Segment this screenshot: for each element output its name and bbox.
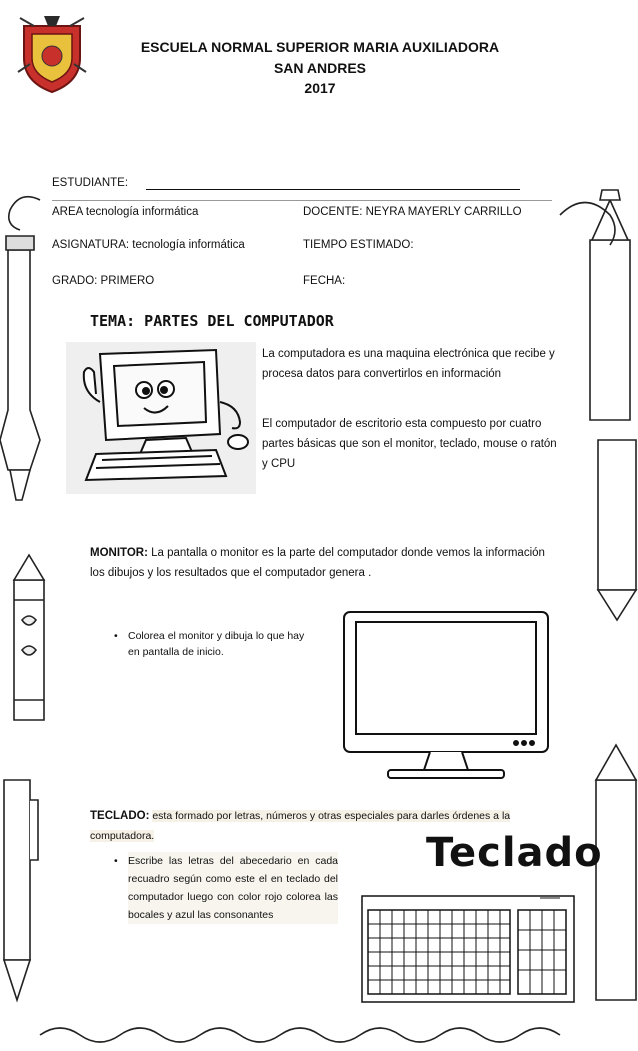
estudiante-field[interactable] <box>146 189 520 190</box>
grado-label: GRADO: PRIMERO <box>52 275 155 287</box>
tiempo-label: TIEMPO ESTIMADO: <box>303 239 414 251</box>
monitor-section-text <box>90 543 560 583</box>
monitor-drawing <box>340 608 552 782</box>
keyboard-drawing <box>360 886 576 1008</box>
teclado-label: TECLADO: <box>90 810 150 822</box>
fecha-label: FECHA: <box>303 275 346 287</box>
monitor-bullet: • Colorea el monitor y dibuja lo que hay en pantalla de inicio. <box>128 628 308 660</box>
intro-paragraph-2: El computador de escritorio esta compuesto por cuatro partes básicas que son el monitor, teclado, mouse o ratón y CPU <box>262 418 557 470</box>
left-pen-icon <box>0 250 40 470</box>
school-year: 2017 <box>304 80 336 96</box>
school-location: SAN ANDRES <box>273 60 367 76</box>
area-label: AREA tecnología informática <box>52 206 199 218</box>
intro-paragraph-1: La computadora es una maquina electrónica que recibe y procesa datos para convertirlos en información <box>262 348 555 380</box>
asignatura-label: ASIGNATURA: tecnología informática <box>52 239 245 251</box>
monitor-label: MONITOR: <box>90 547 148 559</box>
teclado-description: esta formado por letras, números y otras especiales para darles órdenes a la computadora. <box>90 810 511 842</box>
teclado-bullet: • Escribe las letras del abecedario en cada recuadro según como este el en teclado del computador luego con color rojo colorea las bocales y azul las consonantes <box>128 852 338 924</box>
docente-label: DOCENTE: NEYRA MAYERLY CARRILLO <box>303 206 522 218</box>
teclado-title-word: Teclado <box>426 830 603 876</box>
monitor-description: La pantalla o monitor es la parte del computador donde vemos la información los dibujos y los resultados que el computador genera . <box>90 547 545 579</box>
school-name: ESCUELA NORMAL SUPERIOR MARIA AUXILIADORA <box>140 39 500 55</box>
right-marker-icon <box>590 240 630 420</box>
cartoon-computer-illustration <box>66 342 256 494</box>
estudiante-label: ESTUDIANTE: <box>52 177 129 189</box>
page-title: TEMA: PARTES DEL COMPUTADOR <box>90 312 334 330</box>
form-divider <box>52 200 552 201</box>
